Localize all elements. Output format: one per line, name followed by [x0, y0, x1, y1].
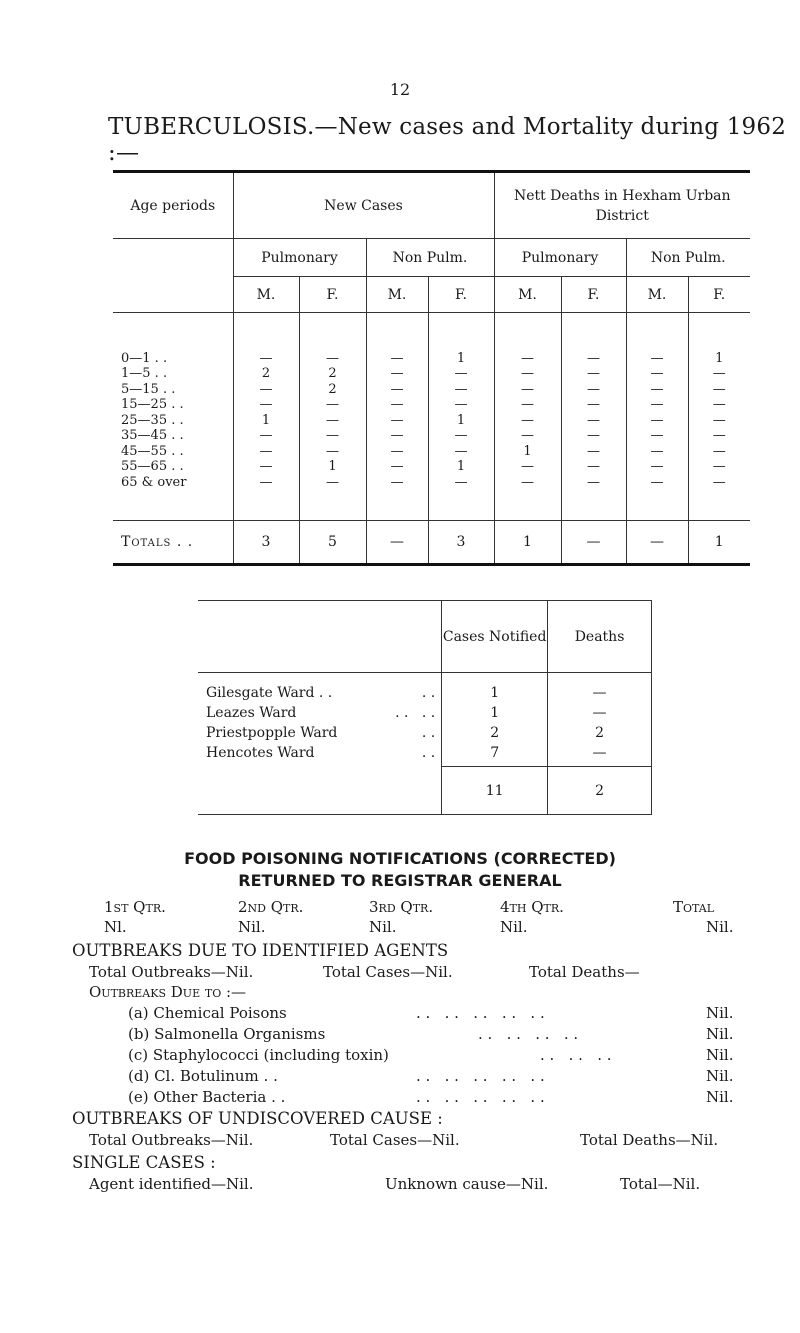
- agent-value: Nil.: [706, 1088, 734, 1106]
- undiscovered-total: Total Outbreaks—Nil.: [89, 1131, 254, 1149]
- ward-dots: . .: [421, 724, 436, 741]
- cell-value: —: [259, 474, 273, 490]
- cell-value: —: [454, 381, 468, 397]
- agent-value: Nil.: [706, 1025, 734, 1043]
- page-heading: TUBERCULOSIS.—New cases and Mortality during 1962 :—: [108, 114, 787, 166]
- hdr-f: F.: [428, 277, 494, 313]
- cell-value: 1: [715, 350, 724, 366]
- cell-value: —: [650, 428, 664, 444]
- undiscovered-deaths: Total Deaths—Nil.: [580, 1131, 719, 1149]
- agent-dots: . . . . . . . . . .: [416, 1004, 545, 1022]
- cell-value: 2: [261, 366, 271, 382]
- age-label: 15—25 . .: [121, 397, 184, 413]
- ward-deaths: —: [592, 744, 607, 761]
- ward-name: Gilesgate Ward . .: [206, 684, 333, 701]
- cell-value: —: [454, 397, 468, 413]
- ward-name: Leazes Ward: [206, 704, 297, 721]
- cell-value: —: [454, 443, 468, 459]
- ward-dots: . .: [421, 684, 436, 701]
- cell-value: —: [390, 381, 404, 397]
- total-new-nonpulm-male: —: [366, 521, 428, 565]
- cell-value: —: [259, 428, 273, 444]
- quarter-label: Total: [673, 898, 715, 916]
- cell-value: —: [650, 412, 664, 428]
- undiscovered-heading: OUTBREAKS OF UNDISCOVERED CAUSE :: [72, 1109, 443, 1128]
- cell-value: —: [326, 397, 339, 413]
- agent-label: (d) Cl. Botulinum . .: [128, 1067, 278, 1085]
- cell-value: —: [326, 474, 339, 490]
- hdr-m: M.: [494, 277, 561, 313]
- cell-value: —: [454, 428, 468, 444]
- new-nonpulm-female-values: [429, 351, 494, 491]
- agent-dots: . . . . . .: [540, 1046, 612, 1064]
- age-label: 55—65 . .: [121, 459, 184, 475]
- cell-value: —: [390, 366, 404, 382]
- cell-value: —: [326, 443, 339, 459]
- age-label: 65 & over: [121, 474, 187, 490]
- sub-non-pulm-deaths: Non Pulm.: [626, 239, 750, 277]
- agent-dots: . . . . . . . . . .: [416, 1067, 545, 1085]
- new-nonpulm-male-values: [367, 351, 428, 491]
- agent-label: (c) Staphylococci (including toxin): [128, 1046, 389, 1064]
- outbreaks-heading: OUTBREAKS DUE TO IDENTIFIED AGENTS: [72, 941, 449, 960]
- ward-cases: 2: [490, 724, 500, 741]
- cell-value: —: [587, 428, 600, 444]
- cell-value: —: [259, 350, 273, 366]
- ward-total-deaths: 2: [548, 767, 652, 815]
- quarter-label: 3rd Qtr.: [369, 898, 434, 916]
- cell-value: —: [521, 381, 534, 397]
- cell-value: —: [259, 459, 273, 475]
- cell-value: —: [587, 474, 600, 490]
- cell-value: —: [326, 350, 339, 366]
- agent-value: Nil.: [706, 1067, 734, 1085]
- cell-value: 2: [328, 366, 337, 382]
- cell-value: —: [587, 443, 600, 459]
- outbreaks-cases: Total Cases—Nil.: [323, 963, 453, 981]
- cell-value: —: [390, 474, 404, 490]
- quarter-label: 1st Qtr.: [104, 898, 166, 916]
- hdr-f: F.: [299, 277, 366, 313]
- cell-value: —: [390, 428, 404, 444]
- outbreaks-total: Total Outbreaks—Nil.: [89, 963, 254, 981]
- tuberculosis-table: [113, 170, 750, 566]
- ward-total-cases: 11: [442, 767, 548, 815]
- outbreaks-deaths: Total Deaths—: [529, 963, 640, 981]
- new-pulm-female-values: [300, 351, 366, 491]
- ward-deaths: 2: [595, 724, 604, 741]
- cell-value: —: [650, 443, 664, 459]
- ward-cases: 7: [490, 744, 500, 761]
- agent-label: (e) Other Bacteria . .: [128, 1088, 286, 1106]
- ward-row: [206, 703, 441, 723]
- ward-table: [198, 600, 652, 815]
- cell-value: —: [712, 412, 726, 428]
- hdr-f: F.: [688, 277, 750, 313]
- totals-label: Totals . .: [113, 521, 233, 565]
- ward-deaths: —: [592, 684, 607, 701]
- single-total: Total—Nil.: [620, 1175, 701, 1193]
- total-new-pulm-male: 3: [233, 521, 299, 565]
- cell-value: —: [521, 350, 534, 366]
- cell-value: —: [650, 366, 664, 382]
- cell-value: —: [326, 412, 339, 428]
- age-label: 5—15 . .: [121, 381, 176, 397]
- cell-value: 1: [261, 412, 271, 428]
- cell-value: —: [712, 397, 726, 413]
- cell-value: —: [521, 459, 534, 475]
- ward-cases: 1: [490, 684, 500, 701]
- page-number: 12: [389, 80, 411, 99]
- agent-label: (a) Chemical Poisons: [128, 1004, 287, 1022]
- single-unknown-cause: Unknown cause—Nil.: [385, 1175, 549, 1193]
- outbreaks-due-to: Outbreaks Due to :—: [89, 983, 247, 1001]
- col-deaths: Deaths: [548, 601, 652, 673]
- age-labels: [121, 351, 233, 491]
- cell-value: —: [521, 412, 534, 428]
- cell-value: —: [521, 428, 534, 444]
- ward-deaths: —: [592, 704, 607, 721]
- death-pulm-female-values: [562, 351, 626, 491]
- food-title-line-2: RETURNED TO REGISTRAR GENERAL: [238, 871, 562, 890]
- ward-name: Hencotes Ward: [206, 744, 315, 761]
- cell-value: —: [390, 350, 404, 366]
- cell-value: —: [650, 397, 664, 413]
- agent-value: Nil.: [706, 1004, 734, 1022]
- cell-value: —: [650, 474, 664, 490]
- ward-cases: 1: [490, 704, 500, 721]
- age-label: 25—35 . .: [121, 412, 184, 428]
- cell-value: —: [587, 397, 600, 413]
- cell-value: —: [521, 397, 534, 413]
- total-death-pulm-male: 1: [494, 521, 561, 565]
- cell-value: —: [712, 459, 726, 475]
- agent-value: Nil.: [706, 1046, 734, 1064]
- total-new-pulm-female: 5: [299, 521, 366, 565]
- cell-value: —: [390, 397, 404, 413]
- cell-value: —: [712, 443, 726, 459]
- agent-dots: . . . . . . . .: [478, 1025, 579, 1043]
- ward-row: [206, 743, 441, 763]
- cell-value: 1: [328, 459, 337, 475]
- col-cases-notified: Cases Notified: [442, 601, 548, 673]
- cell-value: 1: [523, 443, 532, 459]
- cell-value: 1: [456, 350, 466, 366]
- quarter-value: Nl.: [104, 918, 127, 936]
- agent-label: (b) Salmonella Organisms: [128, 1025, 326, 1043]
- col-age-periods: Age periods: [113, 172, 233, 239]
- ward-name: Priestpopple Ward: [206, 724, 338, 741]
- cell-value: —: [587, 412, 600, 428]
- cell-value: —: [521, 474, 534, 490]
- cell-value: —: [712, 474, 726, 490]
- sub-non-pulm: Non Pulm.: [366, 239, 494, 277]
- cell-value: 1: [456, 459, 466, 475]
- single-agent-identified: Agent identified—Nil.: [89, 1175, 254, 1193]
- age-label: 35—45 . .: [121, 428, 184, 444]
- sub-pulmonary: Pulmonary: [233, 239, 366, 277]
- total-death-pulm-female: —: [561, 521, 626, 565]
- quarter-value: Nil.: [706, 918, 734, 936]
- age-label: 45—55 . .: [121, 443, 184, 459]
- cell-value: —: [587, 350, 600, 366]
- hdr-m: M.: [233, 277, 299, 313]
- death-nonpulm-female-values: [689, 351, 751, 491]
- cell-value: —: [259, 443, 273, 459]
- cell-value: —: [454, 366, 468, 382]
- hdr-m: M.: [626, 277, 688, 313]
- col-nett-deaths: Nett Deaths in Hexham Urban District: [494, 172, 750, 239]
- quarter-value: Nil.: [500, 918, 528, 936]
- hdr-f: F.: [561, 277, 626, 313]
- total-death-nonpulm-female: 1: [688, 521, 750, 565]
- cell-value: 2: [328, 381, 337, 397]
- cell-value: —: [587, 381, 600, 397]
- quarter-value: Nil.: [238, 918, 266, 936]
- food-title-line-1: FOOD POISONING NOTIFICATIONS (CORRECTED): [184, 849, 616, 868]
- quarter-label: 4th Qtr.: [500, 898, 564, 916]
- sub-pulmonary-deaths: Pulmonary: [494, 239, 626, 277]
- quarter-label: 2nd Qtr.: [238, 898, 304, 916]
- cell-value: 1: [456, 412, 466, 428]
- total-death-nonpulm-male: —: [626, 521, 688, 565]
- single-cases-heading: SINGLE CASES :: [72, 1153, 216, 1172]
- food-poisoning-title: [0, 848, 800, 892]
- quarter-value: Nil.: [369, 918, 397, 936]
- total-new-nonpulm-female: 3: [428, 521, 494, 565]
- ward-dots: . . . .: [395, 704, 436, 721]
- agent-dots: . . . . . . . . . .: [416, 1088, 545, 1106]
- undiscovered-cases: Total Cases—Nil.: [330, 1131, 460, 1149]
- cell-value: —: [390, 443, 404, 459]
- age-label: 1—5 . .: [121, 366, 168, 382]
- cell-value: —: [712, 428, 726, 444]
- death-pulm-male-values: [495, 351, 561, 491]
- ward-row: [206, 683, 441, 703]
- cell-value: —: [454, 474, 468, 490]
- cell-value: —: [587, 459, 600, 475]
- death-nonpulm-male-values: [627, 351, 688, 491]
- age-label: 0—1 . .: [121, 350, 168, 366]
- cell-value: —: [326, 428, 339, 444]
- cell-value: —: [587, 366, 600, 382]
- cell-value: —: [650, 350, 664, 366]
- col-new-cases: New Cases: [233, 172, 494, 239]
- cell-value: —: [390, 412, 404, 428]
- ward-row: [206, 723, 441, 743]
- cell-value: —: [390, 459, 404, 475]
- cell-value: —: [650, 381, 664, 397]
- ward-dots: . .: [421, 744, 436, 761]
- cell-value: —: [259, 397, 273, 413]
- cell-value: —: [259, 381, 273, 397]
- new-pulm-male-values: [234, 351, 299, 491]
- cell-value: —: [712, 366, 726, 382]
- cell-value: —: [521, 366, 534, 382]
- cell-value: —: [712, 381, 726, 397]
- hdr-m: M.: [366, 277, 428, 313]
- cell-value: —: [650, 459, 664, 475]
